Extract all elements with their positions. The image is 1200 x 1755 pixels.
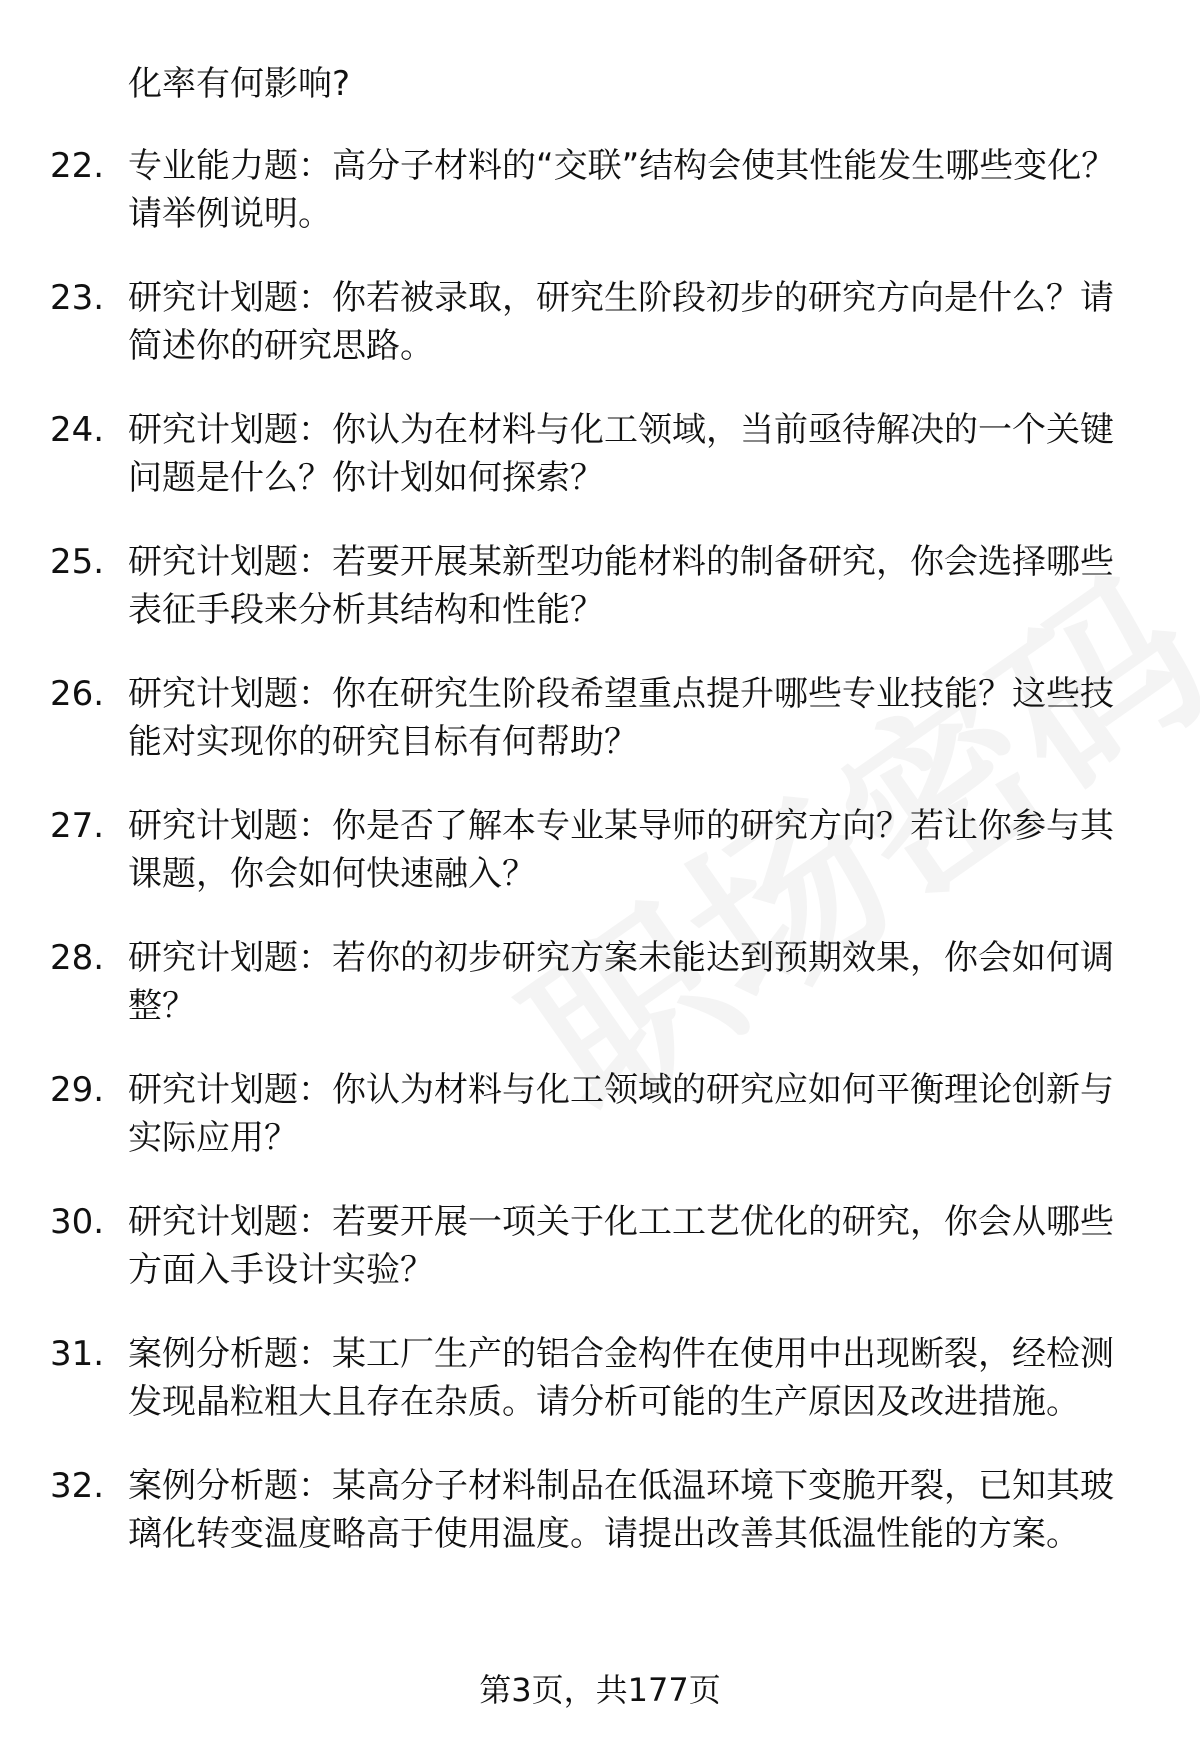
question-text: 研究计划题：你若被录取，研究生阶段初步的研究方向是什么？请简述你的研究思路。 [128, 278, 1114, 366]
question-text: 研究计划题：你是否了解本专业某导师的研究方向？若让你参与其课题，你会如何快速融入？ [128, 806, 1114, 894]
page-footer: 第3页，共177页 [479, 1671, 721, 1709]
question-item [50, 802, 1140, 898]
question-text: 研究计划题：你认为在材料与化工领域，当前亟待解决的一个关键问题是什么？你计划如何探索？ [128, 410, 1114, 498]
question-item [50, 1462, 1140, 1558]
question-text: 研究计划题：若要开展某新型功能材料的制备研究，你会选择哪些表征手段来分析其结构和性能？ [128, 542, 1114, 630]
question-item [50, 274, 1140, 370]
question-item [50, 538, 1140, 634]
question-number: 27. [50, 806, 105, 846]
question-number: 22. [50, 146, 105, 186]
question-text: 案例分析题：某高分子材料制品在低温环境下变脆开裂，已知其玻璃化转变温度略高于使用温度。请提出改善其低温性能的方案。 [128, 1466, 1114, 1554]
question-text: 研究计划题：若要开展一项关于化工工艺优化的研究，你会从哪些方面入手设计实验？ [128, 1202, 1114, 1290]
question-text: 研究计划题：你在研究生阶段希望重点提升哪些专业技能？这些技能对实现你的研究目标有何帮助？ [128, 674, 1114, 762]
question-item [50, 934, 1140, 1030]
continuation-text: 化率有何影响? [128, 64, 351, 104]
question-number: 26. [50, 674, 105, 714]
question-list [50, 142, 1140, 1594]
question-number: 32. [50, 1466, 105, 1506]
question-item [50, 1198, 1140, 1294]
question-text: 研究计划题：你认为材料与化工领域的研究应如何平衡理论创新与实际应用？ [128, 1070, 1114, 1158]
question-item [50, 142, 1140, 238]
question-number: 30. [50, 1202, 105, 1242]
question-number: 29. [50, 1070, 105, 1110]
question-number: 24. [50, 410, 105, 450]
question-number: 31. [50, 1334, 105, 1374]
question-text: 案例分析题：某工厂生产的铝合金构件在使用中出现断裂，经检测发现晶粒粗大且存在杂质。请分析可能的生产原因及改进措施。 [128, 1334, 1114, 1422]
question-text: 研究计划题：若你的初步研究方案未能达到预期效果，你会如何调整？ [128, 938, 1114, 1026]
question-text: 专业能力题：高分子材料的“交联”结构会使其性能发生哪些变化？请举例说明。 [128, 146, 1116, 234]
question-number: 23. [50, 278, 105, 318]
question-item [50, 670, 1140, 766]
question-number: 28. [50, 938, 105, 978]
question-item [50, 1066, 1140, 1162]
question-number: 25. [50, 542, 105, 582]
question-item [50, 1330, 1140, 1426]
question-item [50, 406, 1140, 502]
